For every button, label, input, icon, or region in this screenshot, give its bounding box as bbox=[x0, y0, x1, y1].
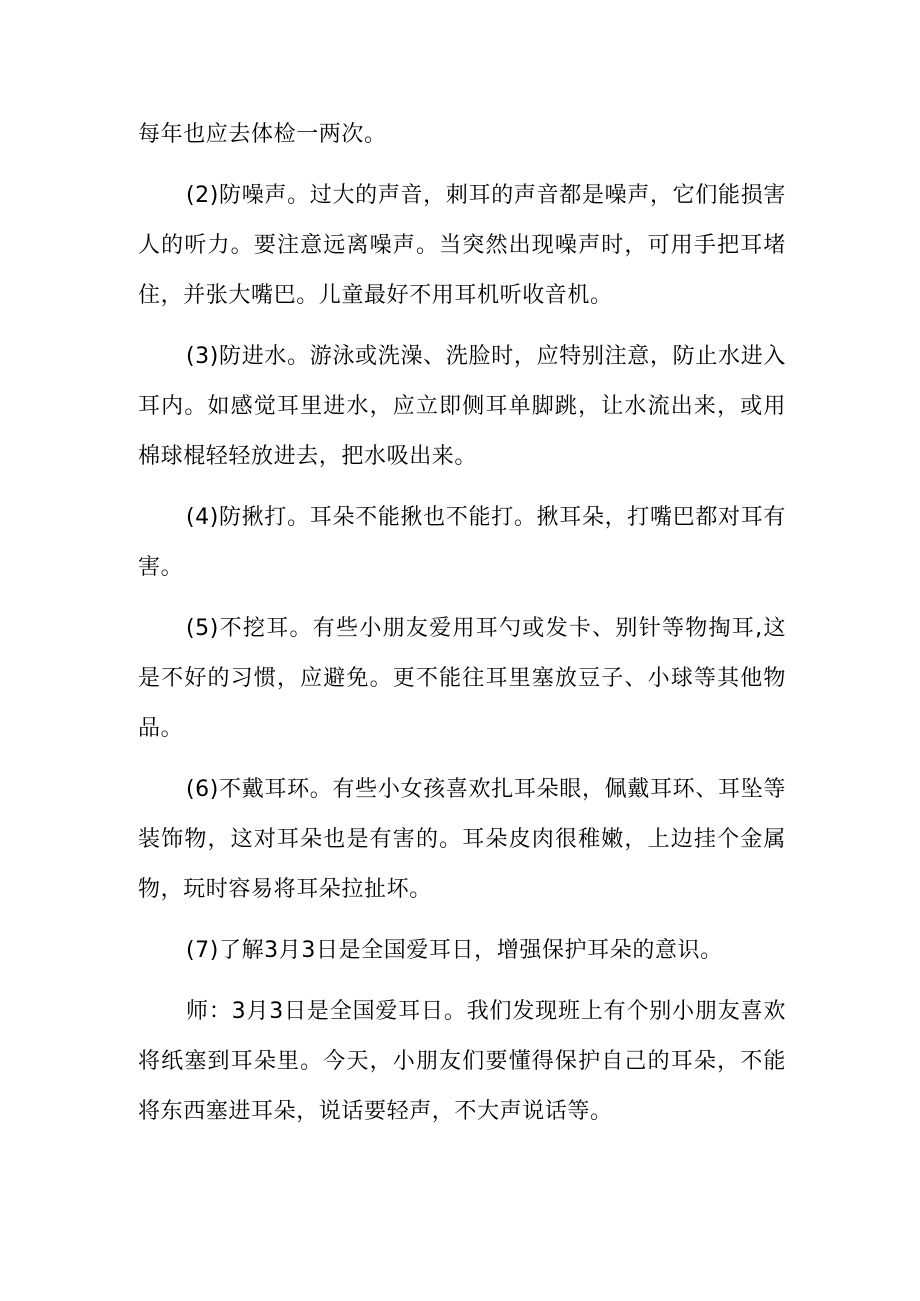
paragraph-water: (3)防进水。游泳或洗澡、洗脸时，应特别注意，防止水进入耳内。如感觉耳里进水，应立即侧耳单脚跳，让水流出来，或用棉球棍轻轻放进去，把水吸出来。 bbox=[138, 344, 786, 469]
document-body bbox=[138, 110, 786, 1137]
paragraph-noise: (2)防噪声。过大的声音，刺耳的声音都是噪声，它们能损害人的听力。要注意远离噪声。当突然出现噪声时，可用手把耳堵住，并张大嘴巴。儿童最好不用耳机听收音机。 bbox=[138, 183, 786, 308]
paragraph-ear-picking: (5)不挖耳。有些小朋友爱用耳勺或发卡、别针等物掏耳,这是不好的习惯，应避免。更不能往耳里塞放豆子、小球等其他物品。 bbox=[138, 616, 786, 741]
paragraph-teacher: 师：3月3日是全国爱耳日。我们发现班上有个别小朋友喜欢将纸塞到耳朵里。今天，小朋友们要懂得保护自己的耳朵，不能将东西塞进耳朵，说话要轻声，不大声说话等。 bbox=[138, 999, 786, 1124]
paragraph-ear-day: (7)了解3月3日是全国爱耳日，增强保护耳朵的意识。 bbox=[186, 938, 723, 963]
paragraph-continuation: 每年也应去体检一两次。 bbox=[138, 122, 387, 147]
paragraph-earrings: (6)不戴耳环。有些小女孩喜欢扎耳朵眼，佩戴耳环、耳坠等装饰物，这对耳朵也是有害的。耳朵皮肉很稚嫩，上边挂个金属物，玩时容易将耳朵拉扯坏。 bbox=[138, 777, 786, 902]
paragraph-pulling-hitting: (4)防揪打。耳朵不能揪也不能打。揪耳朵，打嘴巴都对耳有害。 bbox=[138, 505, 786, 580]
